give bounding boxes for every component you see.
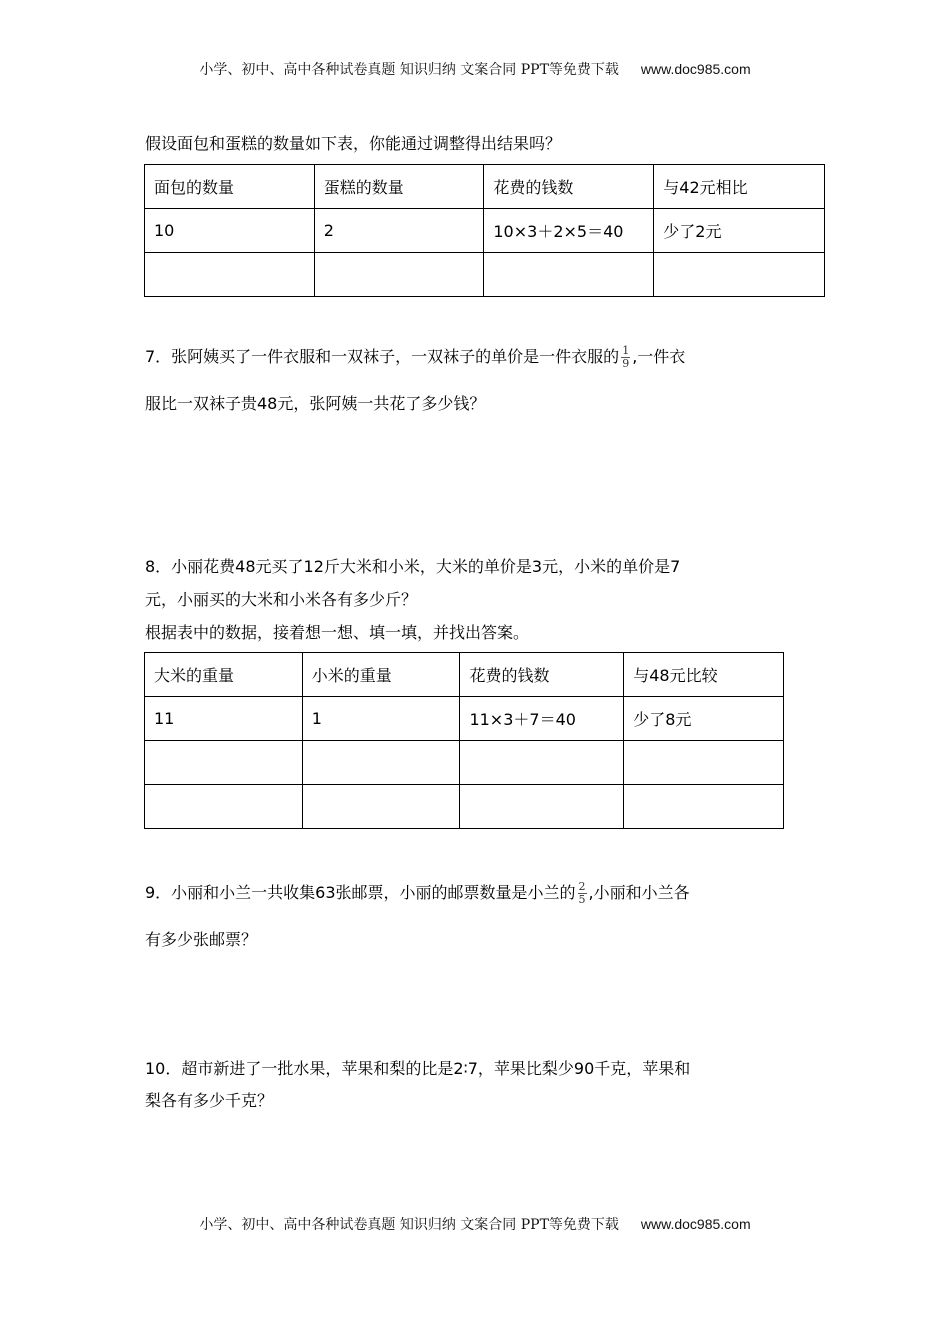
question-9-text: 9．小丽和小兰一共收集63张邮票，小丽的邮票数量是小兰的 [145,883,576,902]
table-blank-cell[interactable] [654,253,825,297]
table-blank-cell[interactable] [484,253,654,297]
fraction [621,345,630,370]
question-7-text-cont: ,一件衣 [632,347,686,366]
fraction [578,881,587,906]
table-cell: 10×3＋2×5＝40 [484,209,654,253]
table-blank-cell[interactable] [624,785,784,829]
table-cell: 10 [145,209,315,253]
table-blank-cell[interactable] [145,253,315,297]
table-header-cell: 蛋糕的数量 [314,165,484,209]
question-10-line-1: 10．超市新进了一批水果，苹果和梨的比是2∶7，苹果比梨少90千克，苹果和 [145,1059,691,1078]
question-9-line-1 [145,881,690,906]
table-blank-cell[interactable] [624,741,784,785]
table-rice-millet [144,652,784,829]
intro-text: 假设面包和蛋糕的数量如下表，你能通过调整得出结果吗？ [145,134,562,153]
table-header-row [145,653,784,697]
table-row [145,209,825,253]
table-header-row [145,165,825,209]
header-url[interactable]: www.doc985.com [640,61,751,77]
table-header-cell: 与42元相比 [654,165,825,209]
question-8-line-1: 8．小丽花费48元买了12斤大米和小米，大米的单价是3元，小米的单价是7 [145,557,681,576]
table-row [145,697,784,741]
table-blank-cell[interactable] [302,785,460,829]
table-header-cell: 小米的重量 [302,653,460,697]
question-7-line-1 [145,345,685,370]
table-row [145,253,825,297]
table-cell: 11 [145,697,303,741]
fraction-denominator: 5 [578,893,586,906]
table-row [145,741,784,785]
question-10-line-2: 梨各有多少千克？ [145,1091,274,1110]
table-blank-cell[interactable] [460,785,624,829]
question-9-text-cont: ,小丽和小兰各 [588,883,690,902]
table-blank-cell[interactable] [460,741,624,785]
table-cell: 2 [314,209,484,253]
fraction-numerator: 1 [622,344,630,357]
page-footer [0,1214,950,1234]
question-8-line-3: 根据表中的数据，接着想一想、填一填，并找出答案。 [145,623,530,642]
table-cell: 少了2元 [654,209,825,253]
table-blank-cell[interactable] [145,785,303,829]
page-header [0,59,950,79]
table-header-cell: 花费的钱数 [484,165,654,209]
fraction-denominator: 9 [622,357,630,370]
question-7-line-2: 服比一双袜子贵48元，张阿姨一共花了多少钱？ [145,394,486,413]
table-cell: 少了8元 [624,697,784,741]
fraction-numerator: 2 [578,880,586,893]
table-bread-cake [144,164,825,297]
question-7-text: 7．张阿姨买了一件衣服和一双袜子，一双袜子的单价是一件衣服的 [145,347,620,366]
table-row [145,785,784,829]
table-cell: 1 [302,697,460,741]
question-9-line-2: 有多少张邮票？ [145,930,258,949]
footer-url[interactable]: www.doc985.com [640,1216,751,1232]
footer-text: 小学、初中、高中各种试卷真题 知识归纳 文案合同 PPT等免费下载 [199,1217,619,1233]
question-8-line-2: 元，小丽买的大米和小米各有多少斤？ [145,590,418,609]
table-blank-cell[interactable] [314,253,484,297]
table-header-cell: 花费的钱数 [460,653,624,697]
table-header-cell: 面包的数量 [145,165,315,209]
table-header-cell: 与48元比较 [624,653,784,697]
header-text: 小学、初中、高中各种试卷真题 知识归纳 文案合同 PPT等免费下载 [199,62,619,78]
table-blank-cell[interactable] [302,741,460,785]
table-blank-cell[interactable] [145,741,303,785]
table-cell: 11×3＋7＝40 [460,697,624,741]
table-header-cell: 大米的重量 [145,653,303,697]
